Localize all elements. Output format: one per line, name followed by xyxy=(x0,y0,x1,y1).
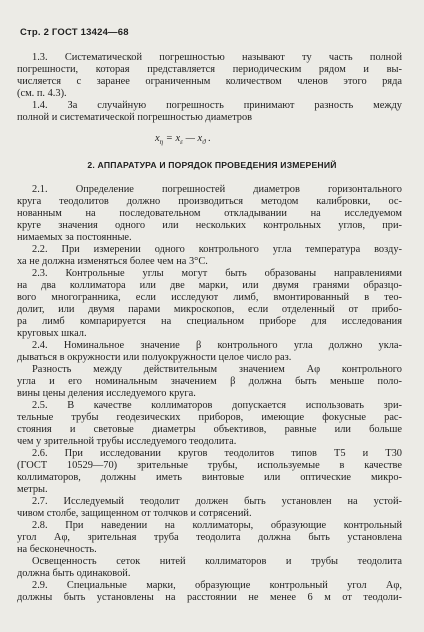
text-line: круга теодолитов должно производиться методом калибровки, ос- xyxy=(17,196,402,207)
section-heading: 2. АППАРАТУРА И ПОРЯДОК ПРОВЕДЕНИЯ ИЗМЕРЕНИЙ xyxy=(87,160,337,170)
text-line: 2.4. Номинальное значение β контрольного угла должно укла- xyxy=(32,340,402,351)
text-line: нимаемых за постоянные. xyxy=(17,232,132,243)
text-line: коллиматоров, должны иметь винтовые или оптические микро- xyxy=(17,472,402,483)
text-line: должна быть одинаковой. xyxy=(17,568,131,579)
text-line: чем у зрительной трубы исследуемого теодолита. xyxy=(17,436,237,447)
text-line: 2.3. Контрольные углы могут быть образованы направлениями xyxy=(32,268,402,279)
text-line: ра лимб компарируется на специальном приборе для исследования xyxy=(17,316,402,327)
text-line: метры. xyxy=(17,484,48,495)
text-line: круговых шкал. xyxy=(17,328,87,339)
text-line: должны быть установлены на расстоянии не менее 6 м от теодоли- xyxy=(17,592,402,603)
text-line: на два коллиматора или две марки, или двумя гранями образцо- xyxy=(17,280,402,291)
text-line: полной и систематической погрешностью диаметров xyxy=(17,112,253,123)
text-line: (ГОСТ 10529—70) зрительные трубы, используемые в качестве xyxy=(17,460,402,471)
text-line: вого многогранника, если исследуют лимб, вмонтированный в тео- xyxy=(17,292,402,303)
text-line: 2.5. В качестве коллиматоров допускается использовать зри- xyxy=(32,400,402,411)
text-line: Освещенность сеток нитей коллиматоров и трубы теодолита xyxy=(32,556,402,567)
formula: $x_\eta = x_\varepsilon$ — $x_ϑ$ . xyxy=(155,133,211,147)
text-line: нованным на последовательном откладывании на исследуемом xyxy=(17,208,402,219)
text-line: круге значения одного или нескольких контрольных углов, при- xyxy=(17,220,402,231)
text-line: угол Aφ, зрительная труба теодолита должна быть установлена xyxy=(17,532,402,543)
text-line: 1.4. За случайную погрешность принимают разность между xyxy=(32,100,402,111)
text-line: дываться в окружности или полуокружности целое число раз. xyxy=(17,352,292,363)
text-line: ха не должна изменяться более чем на 3°С. xyxy=(17,256,208,267)
text-line: погрешности, которая представляется периодическим рядом и вы- xyxy=(17,64,402,75)
text-line: долит, или двумя парами микроскопов, если отделенный от прибо- xyxy=(17,304,402,315)
text-line: числяется с заранее ограниченным количеством членов этого ряда xyxy=(17,76,402,87)
text-line: вины цены деления исследуемого круга. xyxy=(17,388,196,399)
text-line: 1.3. Систематической погрешностью называют ту часть полной xyxy=(32,52,402,63)
text-line: 2.6. При исследовании кругов теодолитов типов Т5 и Т30 xyxy=(32,448,402,459)
text-line: чивом столбе, защищенном от толчков и сотрясений. xyxy=(17,508,252,519)
page-header: Стр. 2 ГОСТ 13424—68 xyxy=(20,27,129,38)
text-line: 2.9. Специальные марки, образующие контрольный угол Aφ, xyxy=(32,580,402,591)
text-line: 2.7. Исследуемый теодолит должен быть установлен на устой- xyxy=(32,496,402,507)
text-line: (см. п. 4.3). xyxy=(17,88,67,99)
text-line: на бесконечность. xyxy=(17,544,97,555)
text-line: тельные трубы геодезических приборов, имеющие фокусные рас- xyxy=(17,412,402,423)
text-line: 2.8. При наведении на коллиматоры, образующие контрольный xyxy=(32,520,402,531)
text-line: 2.1. Определение погрешностей диаметров горизонтального xyxy=(32,184,402,195)
text-line: угла и его номинальным значением β должна быть меньше поло- xyxy=(17,376,402,387)
text-line: Разность между действительным значением Aφ контрольного xyxy=(32,364,402,375)
text-line: стояния и световые диаметры объективов, равные или больше xyxy=(17,424,402,435)
text-line: 2.2. При измерении одного контрольного угла температура возду- xyxy=(32,244,402,255)
